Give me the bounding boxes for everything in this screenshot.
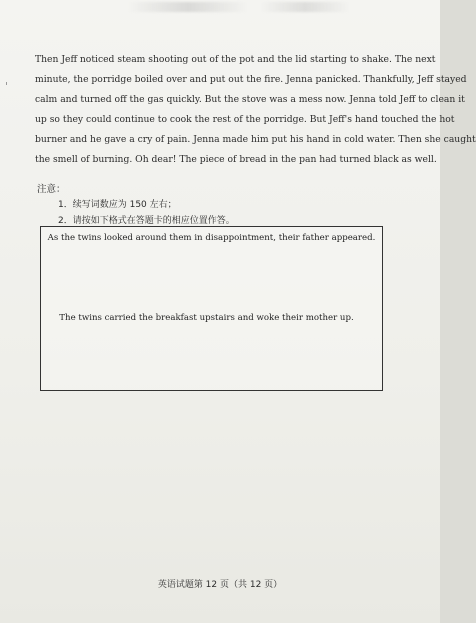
story-line: the smell of burning. Oh dear! The piece of bread in the pan had turned black as well. bbox=[35, 154, 437, 165]
continuation-first-line: As the twins looked around them in disappointment, their father appeared. bbox=[47, 233, 376, 243]
margin-mark bbox=[6, 82, 7, 85]
note-item: 2．请按如下格式在答题卡的相应位置作答。 bbox=[58, 216, 235, 226]
story-line: up so they could continue to cook the rest of the porridge. But Jeff's hand touched the hot bbox=[35, 114, 455, 125]
answer-box bbox=[40, 226, 383, 391]
note-item: 1．续写词数应为 150 左右； bbox=[58, 200, 177, 210]
continuation-second-line: The twins carried the breakfast upstairs and woke their mother up. bbox=[59, 313, 354, 323]
story-line: calm and turned off the gas quickly. But the stove was a mess now. Jenna told Jeff to clean it bbox=[35, 94, 465, 105]
notes-heading: 注意： bbox=[37, 184, 66, 195]
story-line: minute, the porridge boiled over and put out the fire. Jenna panicked. Thankfully, Jeff stayed bbox=[35, 74, 467, 85]
bleed-through-mark bbox=[128, 2, 248, 12]
story-line: burner and he gave a cry of pain. Jenna made him put his hand in cold water. Then she caught bbox=[35, 134, 476, 145]
story-paragraph bbox=[35, 50, 476, 170]
page-footer: 英语试题第 12 页（共 12 页） bbox=[157, 580, 283, 590]
bleed-through-mark bbox=[260, 2, 350, 12]
story-line: Then Jeff noticed steam shooting out of the pot and the lid starting to shake. The next bbox=[35, 54, 436, 65]
